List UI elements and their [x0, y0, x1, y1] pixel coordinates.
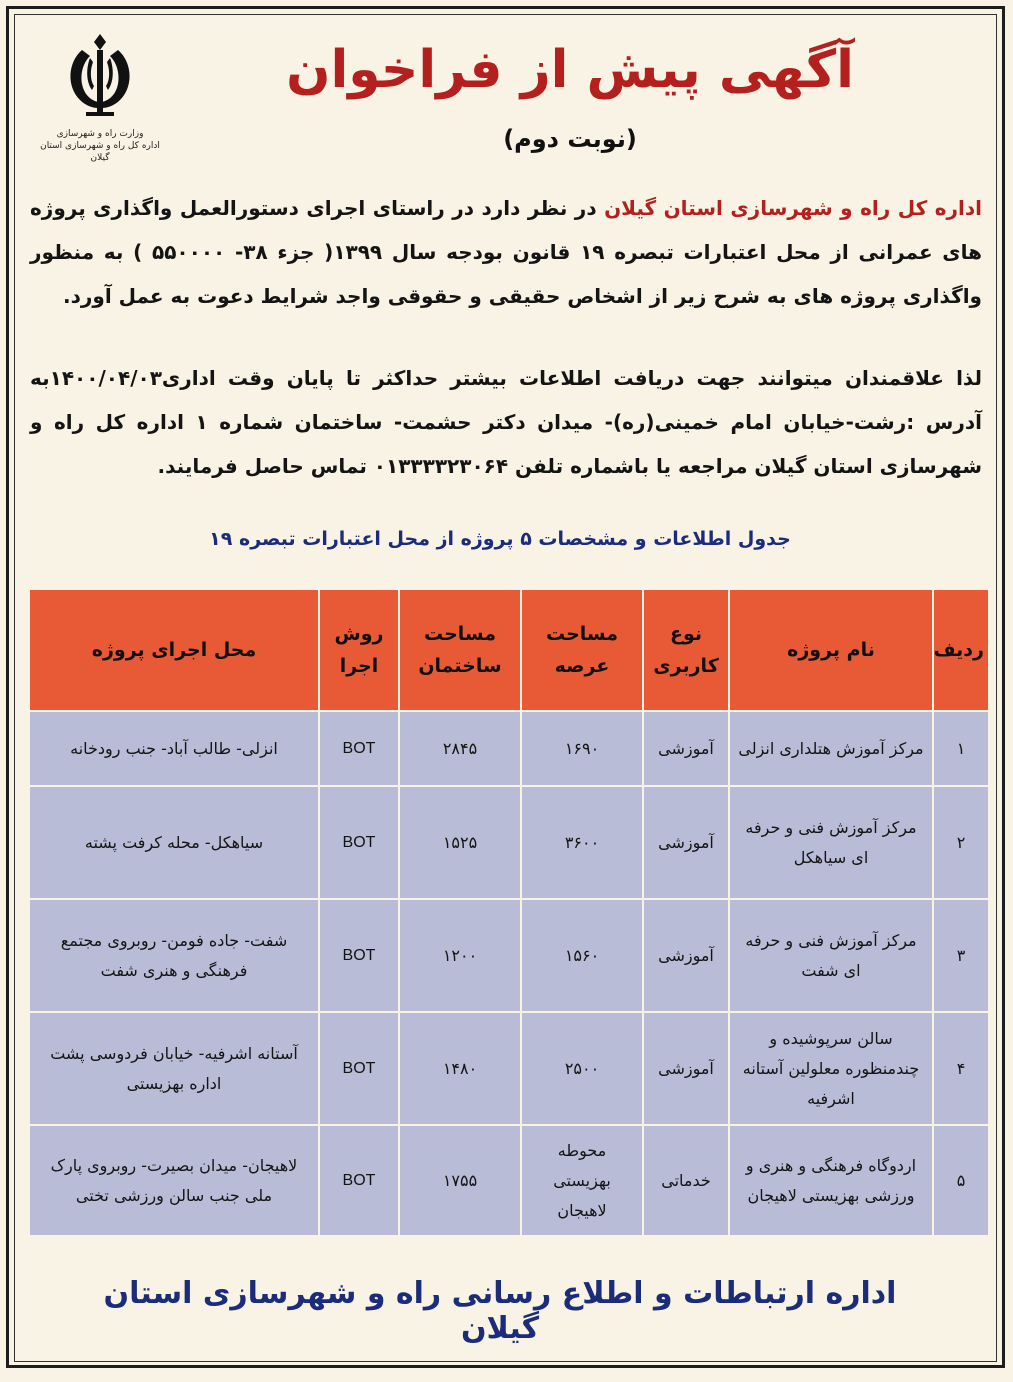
cell-location: لاهیجان- میدان بصیرت- روبروی پارک ملی جنب سالن ورزشی تختی — [29, 1125, 319, 1236]
cell-building-area: ۱۵۲۵ — [399, 786, 521, 899]
cell-land-area: ۱۶۹۰ — [521, 711, 643, 786]
cell-row-no: ۲ — [933, 786, 989, 899]
cell-project-name: اردوگاه فرهنگی و هنری و ورزشی بهزیستی لاهیجان — [729, 1125, 933, 1236]
logo-caption-ministry: وزارت راه و شهرسازی — [56, 129, 144, 139]
page-subtitle: (نوبت دوم) — [503, 125, 637, 153]
cell-method: BOT — [319, 899, 399, 1012]
logo-caption — [30, 128, 170, 164]
table-row — [29, 786, 989, 899]
page-title: آگهی پیش از فراخوان — [286, 40, 854, 100]
table-row — [29, 711, 989, 786]
cell-land-area: ۳۶۰۰ — [521, 786, 643, 899]
cell-location: شفت- جاده فومن- روبروی مجتمع فرهنگی و هنری شفت — [29, 899, 319, 1012]
cell-building-area: ۲۸۴۵ — [399, 711, 521, 786]
header-usage: نوع کاربری — [643, 589, 729, 711]
header-building-area: مساحت ساختمان — [399, 589, 521, 711]
projects-table — [28, 588, 990, 1237]
table-row — [29, 1125, 989, 1236]
cell-building-area: ۱۷۵۵ — [399, 1125, 521, 1236]
iran-emblem-icon — [60, 28, 140, 120]
footer-signature: اداره ارتباطات و اطلاع رسانی راه و شهرسازی استان گیلان — [103, 1276, 897, 1346]
contact-paragraph: لذا علاقمندان میتوانند جهت دریافت اطلاعات بیشتر حداکثر تا پایان وقت اداری۱۴۰۰/۰۴/۰۳به آدرس :رشت-خیابان امام خمینی(ره)- میدان دکتر حشمت- ساختمان شماره ۱ اداره کل راه و شهرسازی استان گیلان مراجعه یا باشماره تلفن ۰۱۳۳۳۳۲۳۰۶۴ تماس حاصل فرمایند. — [30, 366, 982, 478]
cell-land-area: ۲۵۰۰ — [521, 1012, 643, 1125]
header-row-no: ردیف — [933, 589, 989, 711]
header-location: محل اجرای پروژه — [29, 589, 319, 711]
cell-location: آستانه اشرفیه- خیابان فردوسی پشت اداره بهزیستی — [29, 1012, 319, 1125]
cell-land-area: ۱۵۶۰ — [521, 899, 643, 1012]
cell-method: BOT — [319, 786, 399, 899]
cell-method: BOT — [319, 711, 399, 786]
cell-row-no: ۴ — [933, 1012, 989, 1125]
cell-method: BOT — [319, 1125, 399, 1236]
cell-usage: خدماتی — [643, 1125, 729, 1236]
table-row — [29, 899, 989, 1012]
cell-row-no: ۳ — [933, 899, 989, 1012]
intro-paragraph — [30, 186, 982, 318]
ministry-logo — [30, 28, 170, 176]
intro-text: در نظر دارد در راستای اجرای دستورالعمل واگذاری پروژه های عمرانی از محل اعتبارات تبصره ۱۹ قانون بودجه سال ۱۳۹۹( جزء ۳۸- ۵۵۰۰۰۰ ) به منظور واگذاری پروژه های به شرح زیر از اشخاص حقیقی و حقوقی واجد شرایط دعوت به عمل آورد. — [30, 196, 983, 308]
cell-usage: آموزشی — [643, 899, 729, 1012]
table-title: جدول اطلاعات و مشخصات ۵ پروژه از محل اعتبارات تبصره ۱۹ — [209, 528, 791, 550]
cell-location: سیاهکل- محله کرفت پشته — [29, 786, 319, 899]
logo-caption-office: اداره کل راه و شهرسازی استان گیلان — [40, 141, 160, 163]
cell-row-no: ۵ — [933, 1125, 989, 1236]
cell-method: BOT — [319, 1012, 399, 1125]
organization-name: اداره کل راه و شهرسازی استان گیلان — [604, 196, 982, 220]
table-header-row — [29, 589, 989, 711]
header-method: روش اجرا — [319, 589, 399, 711]
cell-building-area: ۱۲۰۰ — [399, 899, 521, 1012]
cell-location: انزلی- طالب آباد- جنب رودخانه — [29, 711, 319, 786]
cell-project-name: مرکز آموزش فنی و حرفه ای سیاهکل — [729, 786, 933, 899]
cell-building-area: ۱۴۸۰ — [399, 1012, 521, 1125]
cell-row-no: ۱ — [933, 711, 989, 786]
table-row — [29, 1012, 989, 1125]
header-land-area: مساحت عرصه — [521, 589, 643, 711]
cell-project-name: سالن سرپوشیده و چندمنظوره معلولین آستانه اشرفیه — [729, 1012, 933, 1125]
cell-usage: آموزشی — [643, 1012, 729, 1125]
cell-land-area: محوطه بهزیستی لاهیجان — [521, 1125, 643, 1236]
header-project-name: نام پروژه — [729, 589, 933, 711]
cell-project-name: مرکز آموزش هتلداری انزلی — [729, 711, 933, 786]
cell-project-name: مرکز آموزش فنی و حرفه ای شفت — [729, 899, 933, 1012]
cell-usage: آموزشی — [643, 711, 729, 786]
cell-usage: آموزشی — [643, 786, 729, 899]
